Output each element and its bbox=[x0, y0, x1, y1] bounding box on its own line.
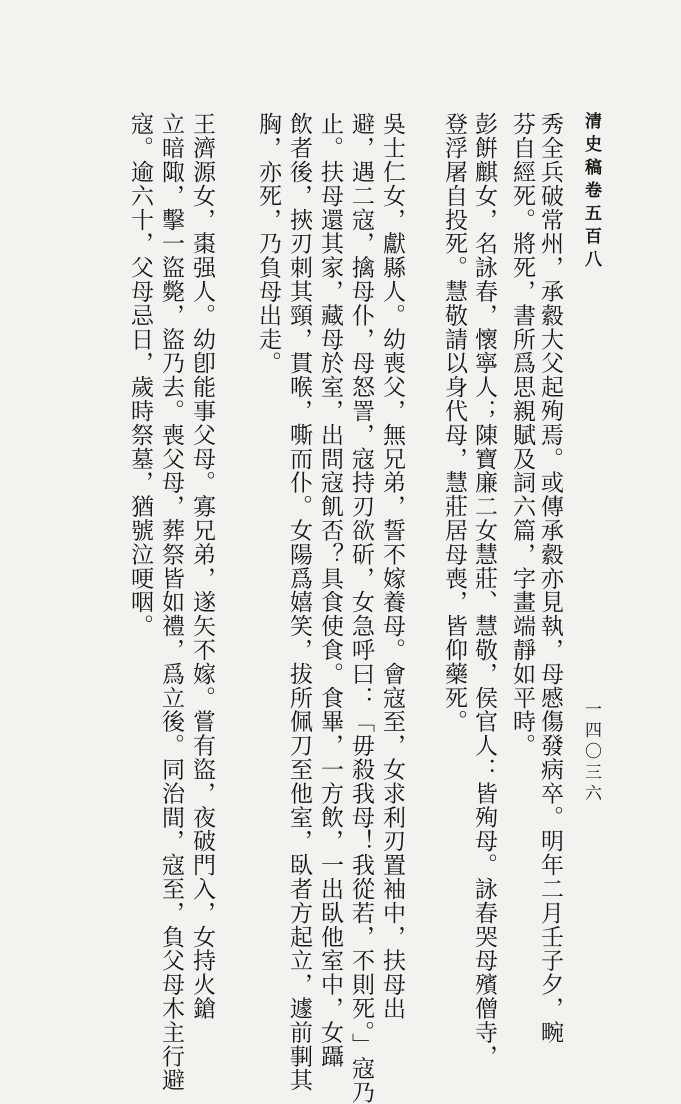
text-column: 吳士仁女，獻縣人。幼喪父，無兄弟，誓不嫁養母。會寇至，女求利刃置袖中，扶母出 bbox=[379, 112, 405, 1021]
text-column: 止。扶母還其家，藏母於室，出問寇飢否？具食使食。食畢，一方飲，一出臥他室中，女躡 bbox=[317, 112, 343, 1068]
text-column: 胸，亦死，乃負母出走。 bbox=[255, 112, 281, 375]
text-column: 登浮屠自投死。慧敬請以身代母，慧莊居母喪，皆仰藥死。 bbox=[441, 112, 467, 734]
text-column: 彭餠麒女，名詠春，懷寧人；陳寶廉二女慧莊、慧敬，侯官人：皆殉母。詠春哭母殯僧寺， bbox=[471, 112, 497, 1068]
page-number: 一四〇三六 bbox=[581, 700, 601, 805]
text-column: 秀全兵破常州，承縠大父起殉焉。或傳承縠亦見執，母慼傷發病卒。明年二月壬子夕，畹 bbox=[537, 112, 563, 1045]
text-column: 立暗陬，擊一盜斃，盜乃去。喪父母，葬祭皆如禮，爲立後。同治間，寇至，負父母木主行避 bbox=[158, 112, 184, 1092]
text-column: 飲者後，挾刃刺其頸，貫喉，嘶而仆。女陽爲嬉笑，拔所佩刀至他室，臥者方起立，遽前剚其 bbox=[286, 112, 312, 1092]
text-column: 避，遇二寇，擒母仆，母怒詈，寇持刃欲斫，女急呼曰：「毋殺我母！我從若，不則死。」寇乃 bbox=[348, 112, 374, 1104]
book-title: 清史稿卷五百八 bbox=[581, 112, 601, 273]
text-column: 王濟源女，棗强人。幼卽能事父母。寡兄弟，遂矢不嫁。嘗有盜，夜破門入，女持火鎗 bbox=[189, 112, 215, 1021]
text-column: 芬自經死。將死，書所爲思親賦及詞六篇，字畫端靜如平時。 bbox=[509, 112, 535, 758]
text-column: 寇。逾六十，父母忌日，歲時祭墓，猶號泣哽咽。 bbox=[127, 112, 153, 638]
